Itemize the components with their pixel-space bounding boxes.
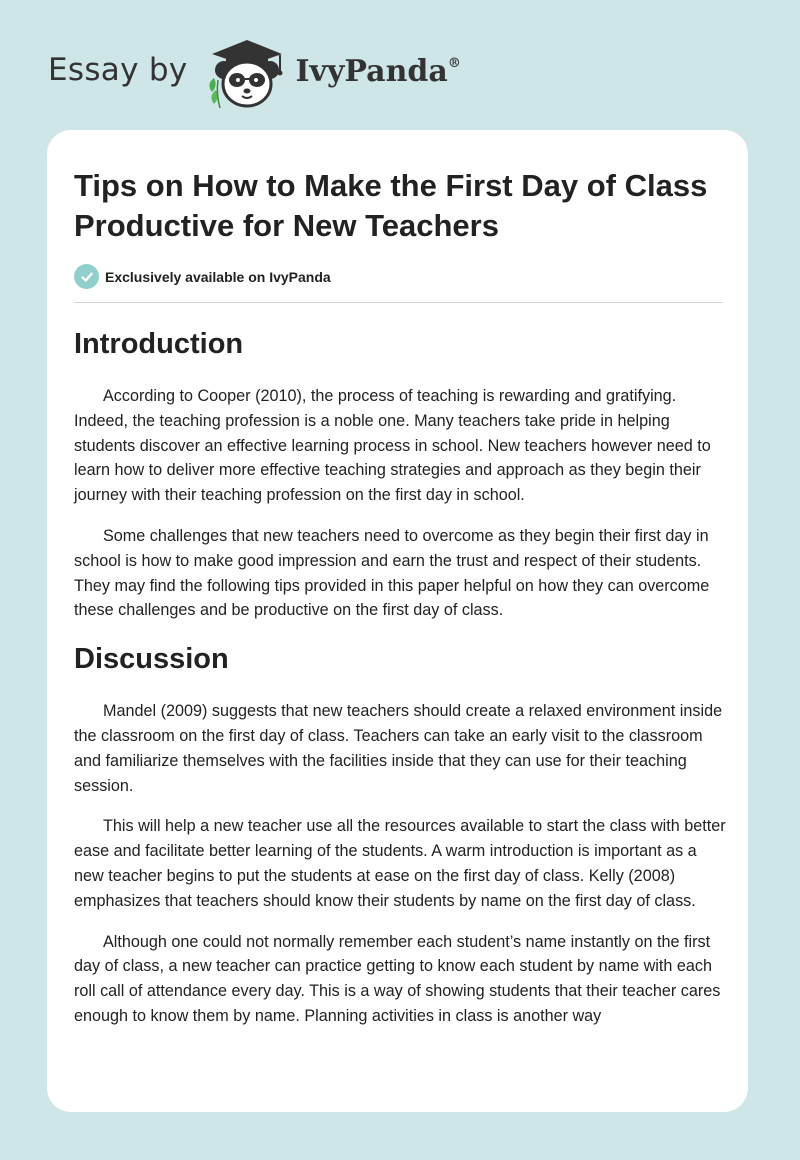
- essay-content: [74, 320, 726, 1045]
- brand-name: [296, 54, 461, 89]
- essay-card: [47, 130, 748, 1112]
- exclusive-badge: [74, 264, 331, 289]
- divider: [74, 302, 723, 303]
- paragraph: Mandel (2009) suggests that new teachers should create a relaxed environment inside the classroom on the first day of class. Teachers can take an early visit to the classroom and familiarize themselves with the facilities inside that they can use for their teaching session.: [74, 702, 723, 795]
- paragraph: Some challenges that new teachers need to overcome as they begin their first day in school is how to make good impression and earn the trust and respect of their students. They may find the following tips provided in this paper helpful on how they can overcome these challenges and be productive on the first day of class.: [74, 526, 710, 620]
- ivypanda-logo-icon[interactable]: [202, 32, 292, 112]
- essay-by-label: Essay by: [48, 52, 188, 88]
- exclusive-label: Exclusively available on IvyPanda: [105, 268, 331, 285]
- section-heading: Discussion: [74, 643, 229, 676]
- checkmark-icon: [74, 264, 99, 289]
- brand-text: IvyPanda: [295, 53, 448, 89]
- section-heading: Introduction: [74, 328, 244, 360]
- page-title: Tips on How to Make the First Day of Class Productive for New Teachers: [74, 168, 708, 243]
- paragraph: According to Cooper (2010), the process of teaching is rewarding and gratifying. Indeed, the teaching profession is a noble one. Many teachers take pride in helping students discover an effective learning process in school. New teachers however need to learn how to deliver more effective teaching strategies and approach as they begin their journey with their teaching profession on the first day in school.: [74, 387, 711, 505]
- paragraph: This will help a new teacher use all the resources available to start the class with better ease and facilitate better learning of the students. A warm introduction is important as a new teacher begins to put the students at ease on the first day of class. Kelly (2008) emphasizes that teachers should know their students by name on the first day of class.: [74, 817, 726, 910]
- paragraph: Although one could not normally remember each student’s name instantly on the first day of class, a new teacher can practice getting to know each student by name with each roll call of attendance every day. This is a way of showing students that their teacher cares enough to know them by name. Planning activities in class is another way: [74, 932, 721, 1025]
- section-introduction: [74, 324, 726, 623]
- site-header: [48, 32, 461, 112]
- registered-mark: ®: [447, 55, 461, 71]
- section-discussion: [74, 639, 726, 1029]
